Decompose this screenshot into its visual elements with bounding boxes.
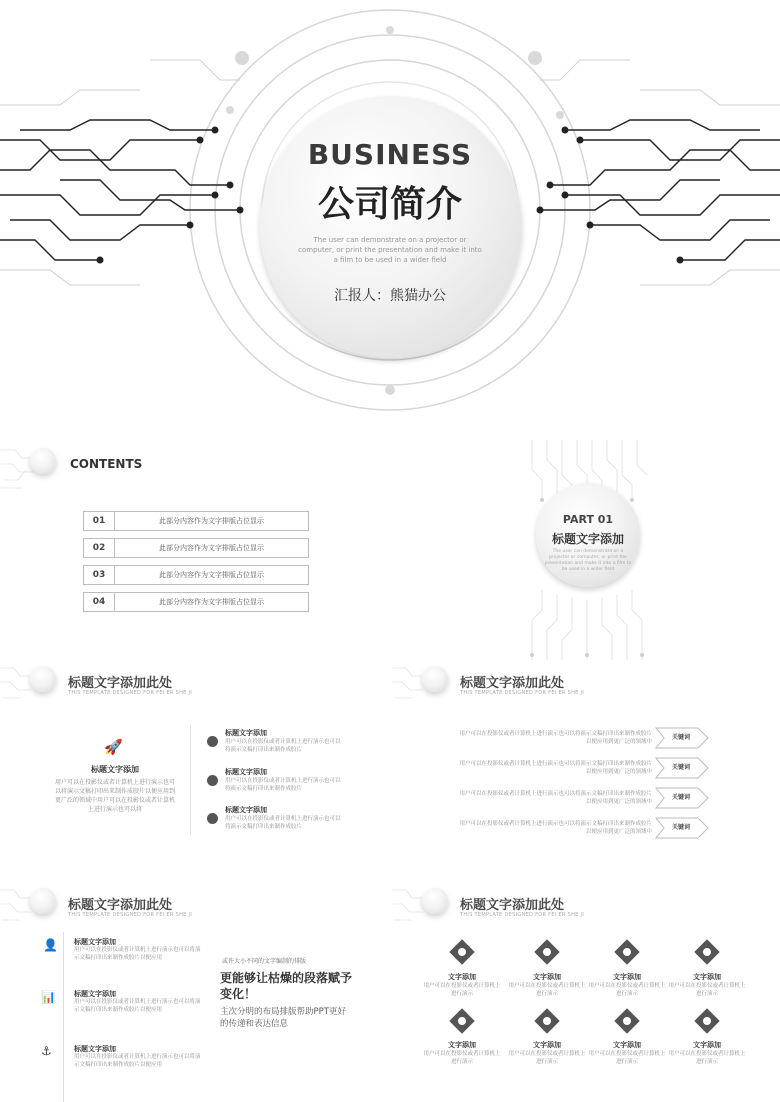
slide-title: 标题文字添加此处 — [68, 898, 173, 913]
contents-slide — [0, 440, 388, 640]
gear-icon — [534, 1008, 559, 1033]
row-text: 用户可以在投影仪或者计算机上进行演示也可以将演示文稿打印出来制作成胶片以便应用到更广泛的领域中 — [459, 761, 652, 775]
presentation-icon: 📊 — [41, 990, 56, 1004]
item-title: 标题文字添加 — [74, 1045, 116, 1053]
keyword-label: 关键词 — [671, 794, 690, 801]
grid-item-title: 文字添加 — [613, 973, 641, 981]
slide-keywords — [392, 660, 780, 860]
body-text: 主次分明的布局排版帮助PPT更好的传递和表达信息 — [220, 1007, 346, 1029]
toc-number: 04 — [84, 593, 115, 611]
toc-text: 此部分内容作为文字排版占位显示 — [159, 544, 264, 552]
slide-subtitle: THIS TEMPLATE DESIGNED FOR FEI ER SHE JI — [460, 690, 585, 696]
toc-item-4[interactable] — [83, 592, 309, 612]
slide-ball — [422, 888, 448, 914]
toc-item-3[interactable] — [83, 565, 309, 585]
contents-ball — [30, 448, 56, 474]
item-icon — [207, 736, 218, 747]
toc-number: 03 — [84, 566, 115, 584]
gear-icon — [534, 939, 559, 964]
row-text: 用户可以在投影仪或者计算机上进行演示也可以将演示文稿打印出来制作成胶片以便应用到更广泛的领域中 — [459, 821, 652, 835]
slide-subtitle: THIS TEMPLATE DESIGNED FOR FEI ER SHE JI — [68, 912, 193, 918]
cover-title-cn: 公司简介 — [317, 184, 462, 225]
item-title: 标题文字添加 — [74, 938, 116, 946]
gear-icon — [694, 939, 719, 964]
slide-subtitle: THIS TEMPLATE DESIGNED FOR FEI ER SHE JI — [460, 912, 585, 918]
cover-reporter: 汇报人：熊猫办公 — [334, 288, 446, 304]
slide-title: 标题文字添加此处 — [68, 676, 173, 691]
cover-center-disc — [260, 96, 522, 358]
toc-number: 02 — [84, 539, 115, 557]
item-title: 标题文字添加 — [225, 729, 267, 737]
toc-number: 01 — [84, 512, 115, 530]
cover-slide — [0, 0, 780, 414]
anchor-icon: ⚓ — [41, 1044, 52, 1058]
grid-item-title: 文字添加 — [693, 973, 721, 981]
cover-description: The user can demonstrate on a projector or computer, or print the presentation and make it into a film to be used in a wider field — [298, 236, 482, 264]
toc-item-1[interactable] — [83, 511, 309, 531]
grid-item-title: 文字添加 — [693, 1041, 721, 1049]
grid-item-text: 用户可以在投影仪或者计算机上进行演示 — [508, 1051, 586, 1065]
gear-icon — [614, 1008, 639, 1033]
item-title: 标题文字添加 — [225, 768, 267, 776]
feature-text: 用户可以在投影仪或者计算机上进行演示也可以将演示文稿打印出来制作成胶片以便应用到更广泛的领域中用户可以在投影仪或者计算机上进行演示也可以将 — [55, 779, 176, 813]
item-text: 用户可以在投影仪或者计算机上进行演示也可以将演示文稿打印出来制作成胶片以便应用 — [74, 947, 201, 961]
item-text: 用户可以在投影仪或者计算机上进行演示也可以将演示文稿打印出来制作成胶片 — [225, 739, 341, 753]
slide-features — [0, 660, 388, 860]
gear-icon — [614, 939, 639, 964]
grid-item-text: 用户可以在投影仪或者计算机上进行演示 — [588, 1051, 666, 1065]
grid-item-title: 文字添加 — [533, 1041, 561, 1049]
item-text: 用户可以在投影仪或者计算机上进行演示也可以将演示文稿打印出来制作成胶片以便应用 — [74, 1054, 201, 1068]
toc-text: 此部分内容作为文字排版占位显示 — [159, 517, 264, 525]
keyword-label: 关键词 — [671, 734, 690, 741]
toc-text: 此部分内容作为文字排版占位显示 — [159, 571, 264, 579]
grid-item-text: 用户可以在投影仪或者计算机上进行演示 — [423, 1051, 501, 1065]
grid-item-text: 用户可以在投影仪或者计算机上进行演示 — [668, 983, 746, 997]
contents-heading: CONTENTS — [70, 457, 143, 471]
rocket-icon: 🚀 — [104, 738, 123, 756]
gear-icon — [449, 1008, 474, 1033]
keyword-label: 关键词 — [671, 764, 690, 771]
slide-title: 标题文字添加此处 — [460, 676, 565, 691]
part-description: The user can demonstrate on a projector or computer, or print the presentation and make it into a film to be used in a wider field — [544, 549, 632, 572]
slide-grid — [392, 882, 780, 1102]
toc-item-2[interactable] — [83, 538, 309, 558]
row-text: 用户可以在投影仪或者计算机上进行演示也可以将演示文稿打印出来制作成胶片以便应用到更广泛的领域中 — [459, 791, 652, 805]
part-slide — [392, 440, 780, 662]
slide-ball — [30, 666, 56, 692]
item-icon — [207, 775, 218, 786]
part-label: PART 01 — [562, 513, 614, 526]
person-icon: 👤 — [43, 938, 58, 952]
note-text: 或许大小不同的文字编制的排版 — [222, 958, 307, 965]
item-text: 用户可以在投影仪或者计算机上进行演示也可以将演示文稿打印出来制作成胶片 — [225, 778, 341, 792]
slide-ball — [30, 888, 56, 914]
item-title: 标题文字添加 — [74, 990, 116, 998]
slide-subtitle: THIS TEMPLATE DESIGNED FOR FEI ER SHE JI — [68, 690, 193, 696]
grid-item-title: 文字添加 — [533, 973, 561, 981]
timeline-line — [63, 932, 64, 1102]
gear-icon — [694, 1008, 719, 1033]
headline: 更能够让枯燥的段落赋予变化！ — [220, 971, 353, 1001]
row-text: 用户可以在投影仪或者计算机上进行演示也可以将演示文稿打印出来制作成胶片以便应用到更广泛的领域中 — [459, 731, 652, 745]
slide-timeline — [0, 882, 388, 1102]
item-text: 用户可以在投影仪或者计算机上进行演示也可以将演示文稿打印出来制作成胶片以便应用 — [74, 999, 201, 1013]
grid-item-title: 文字添加 — [448, 1041, 476, 1049]
toc-text: 此部分内容作为文字排版占位显示 — [159, 598, 264, 606]
part-title: 标题文字添加 — [551, 532, 624, 546]
keyword-label: 关键词 — [671, 824, 690, 831]
item-icon — [207, 813, 218, 824]
grid-item-text: 用户可以在投影仪或者计算机上进行演示 — [508, 983, 586, 997]
grid-item-text: 用户可以在投影仪或者计算机上进行演示 — [588, 983, 666, 997]
item-title: 标题文字添加 — [225, 806, 267, 814]
item-text: 用户可以在投影仪或者计算机上进行演示也可以将演示文稿打印出来制作成胶片 — [225, 816, 341, 830]
cover-title-en: BUSINESS — [307, 138, 473, 171]
gear-icon — [449, 939, 474, 964]
grid-item-text: 用户可以在投影仪或者计算机上进行演示 — [423, 983, 501, 997]
feature-title: 标题文字添加 — [91, 765, 139, 774]
grid-item-title: 文字添加 — [448, 973, 476, 981]
slide-title: 标题文字添加此处 — [460, 898, 565, 913]
grid-item-title: 文字添加 — [613, 1041, 641, 1049]
grid-item-text: 用户可以在投影仪或者计算机上进行演示 — [668, 1051, 746, 1065]
divider — [190, 725, 191, 835]
